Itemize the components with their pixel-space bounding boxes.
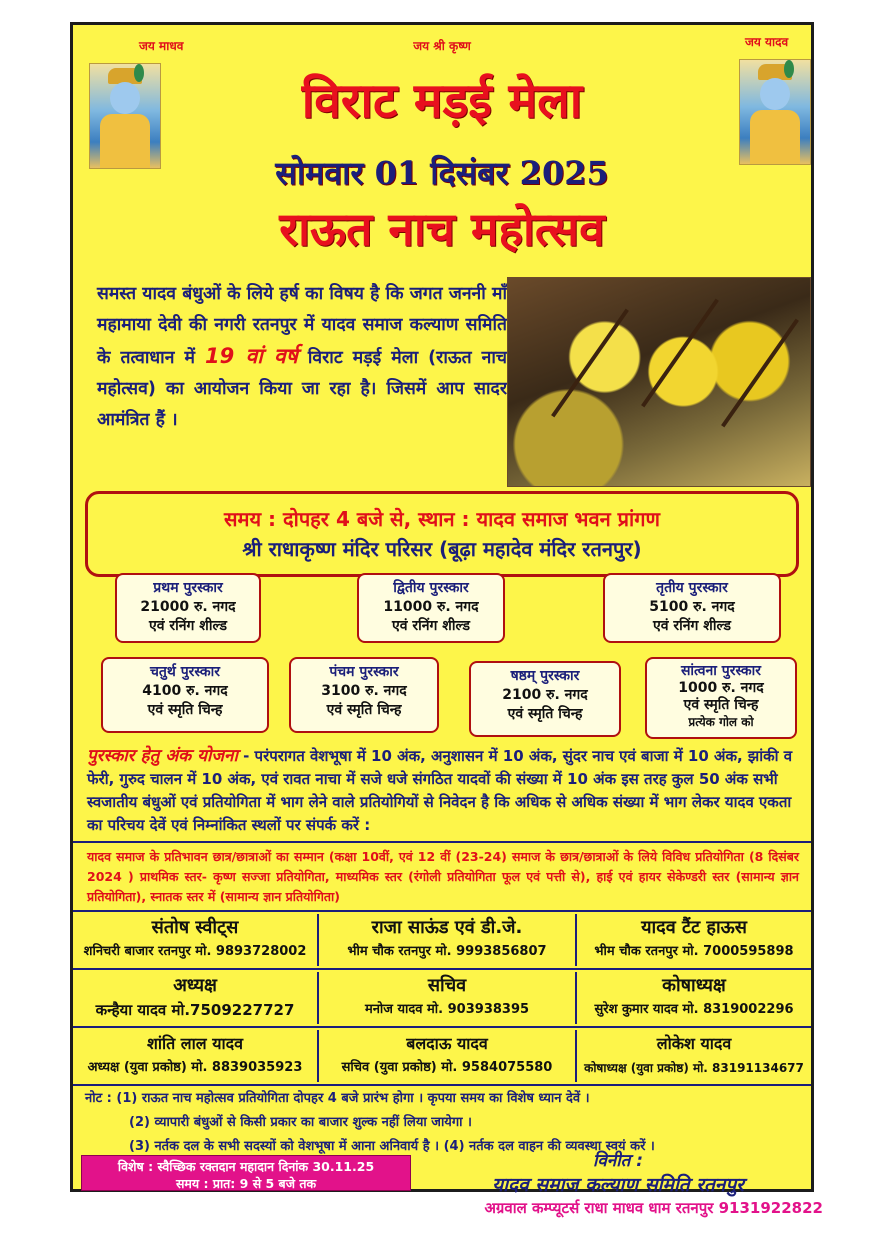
prize-consolation xyxy=(645,657,797,739)
printer-credit: अग्रवाल कम्प्यूटर्स राधा माधव धाम रतनपुर 9131922822 xyxy=(484,1199,823,1217)
prize-first xyxy=(115,573,261,643)
grid-line xyxy=(73,1026,811,1028)
intro-paragraph xyxy=(97,279,507,436)
note-2: (2) व्यापारी बंधुओं से किसी प्रकार का बाजार शुल्क नहीं लिया जायेगा । xyxy=(129,1115,472,1130)
vinit-label: विनीत : xyxy=(592,1151,644,1171)
prize-sixth xyxy=(469,661,621,737)
prize-title: प्रथम पुरस्कार xyxy=(153,580,223,596)
note-1: नोट : (1) राऊत नाच महोत्सव प्रतियोगिता दोपहर 4 बजे प्रारंभ होगा । कृपया समय का विशेष ध्यान देवें । xyxy=(85,1091,590,1106)
contact-cell xyxy=(73,1030,319,1082)
prize-extra: एवं रनिंग शील्ड xyxy=(653,618,731,634)
event-date: सोमवार 01 दिसंबर 2025 xyxy=(275,154,609,192)
prize-title: द्वितीय पुरस्कार xyxy=(393,580,469,596)
contact-head: यादव टैंट हाऊस xyxy=(641,917,747,938)
contact-head: शांति लाल यादव xyxy=(146,1034,244,1053)
poster xyxy=(70,22,814,1196)
contact-sub: मनोज यादव मो. 903938395 xyxy=(364,1002,530,1017)
contact-cell xyxy=(319,972,577,1024)
prize-extra: एवं स्मृति चिन्ह xyxy=(683,697,759,713)
vinit-block xyxy=(423,1149,813,1197)
honor-notice: यादव समाज के प्रतिभावन छात्र/छात्राओं का सम्मान (कक्षा 10वीं, एवं 12 वीं (23-24) समाज के छात्र/छात्राओं के लिये विविध प्रतियोगिता (8 दिसंबर 2024 ) प्राथमिक स्तर- कृष्ण सज्जा प्रतियोगिता, माध्यमिक स्तर (रंगोली प्रतियोगिता फूल एवं पत्ती से), हाई एवं हायर सेकेण्डरी स्तर (सामान्य ज्ञान प्रतियोगिता), स्नातक स्तर में (सामान्य ज्ञान प्रतियोगिता) xyxy=(87,849,799,904)
contact-sub: कन्हैया यादव मो.7509227727 xyxy=(95,1001,295,1019)
prize-amount: 1000 रु. नगद xyxy=(678,680,764,696)
scheme-text: - परंपरागत वेशभूषा में 10 अंक, अनुशासन में 10 अंक, सुंदर नाच एवं बाजा में 10 अंक, झांकी व फेरी, गुरुद चालन में 10 अंक, एवं रावत नाचा में सजे धजे संगठित यादवों की संख्या में 10 अंक इस तरह कुल 50 अंक सभी स्वजातीय बंधुओं एवं प्रतियोगिता में भाग लेने वाले प्रतियोगियों से निवेदन है कि अधिक से अधिक संख्या में भाग लेकर यादव एकता का परिचय देवें एवं निम्नांकित स्थलों पर संपर्क करें : xyxy=(87,747,793,834)
venue-line1: समय : दोपहर 4 बजे से, स्थान : यादव समाज भवन प्रांगण xyxy=(224,507,660,531)
special-line1: विशेष : स्वैच्छिक रक्तदान महादान दिनांक 30.11.25 xyxy=(117,1159,375,1174)
prize-title: सांत्वना पुरस्कार xyxy=(680,663,762,679)
prize-amount: 11000 रु. नगद xyxy=(383,599,479,615)
prize-third xyxy=(603,573,781,643)
venue-line2: श्री राधाकृष्ण मंदिर परिसर (बूढ़ा महादेव मंदिर रतनपुर) xyxy=(242,537,642,561)
prize-amount: 2100 रु. नगद xyxy=(502,687,588,703)
contact-cell xyxy=(577,972,811,1024)
contact-sub: सुरेश कुमार यादव मो. 8319002296 xyxy=(594,1002,794,1017)
prize-extra: एवं रनिंग शील्ड xyxy=(149,618,227,634)
contact-head: कोषाध्यक्ष xyxy=(662,975,726,996)
contact-cell xyxy=(319,1030,577,1082)
contact-head: राजा साऊंड एवं डी.जे. xyxy=(371,917,523,938)
prize-fifth xyxy=(289,657,439,733)
contact-cell xyxy=(73,972,319,1024)
jay-yadav-text: जय यादव xyxy=(745,35,789,49)
jay-madhav-text: जय माधव xyxy=(139,39,184,53)
jay-shri-krishna-text: जय श्री कृष्ण xyxy=(413,39,471,53)
contact-head: संतोष स्वीट्स xyxy=(151,917,239,938)
blood-donation-badge xyxy=(81,1155,411,1191)
prize-extra: एवं स्मृति चिन्ह xyxy=(326,702,402,718)
poster-title: विराट मड़ई मेला xyxy=(301,73,583,129)
prize-amount: 3100 रु. नगद xyxy=(321,683,407,699)
scheme-lead: पुरस्कार हेतु अंक योजना xyxy=(87,746,238,766)
prize-amount: 5100 रु. नगद xyxy=(649,599,735,615)
special-line2: समय : प्रात: 9 से 5 बजे तक xyxy=(175,1176,317,1191)
intro-part2: विराट मड़ई मेला (राऊत नाच महोत्सव) का आयोजन किया जा रहा है। जिसमें आप सादर आमंत्रित हैं । xyxy=(97,348,508,430)
grid-line xyxy=(73,1084,811,1086)
contact-head: बलदाऊ यादव xyxy=(406,1034,488,1053)
prize-note: प्रत्येक गोल को xyxy=(688,715,754,729)
intro-year: 19 वां वर्ष xyxy=(205,344,298,368)
note-3: (3) नर्तक दल के सभी सदस्यों को वेशभूषा में आना अनिवार्य है । (4) नर्तक दल वाहन की व्यवस्था स्वयं करें । xyxy=(129,1139,655,1154)
contact-head: अध्यक्ष xyxy=(173,975,217,996)
contact-sub: अध्यक्ष (युवा प्रकोष्ठ) मो. 8839035923 xyxy=(87,1060,303,1075)
prize-extra: एवं स्मृति चिन्ह xyxy=(507,706,583,722)
prize-title: तृतीय पुरस्कार xyxy=(656,580,728,596)
vinit-org: यादव समाज कल्याण समिति रतनपुर xyxy=(492,1174,744,1196)
contact-head: सचिव xyxy=(427,975,467,996)
prize-title: चतुर्थ पुरस्कार xyxy=(150,664,220,680)
grid-line xyxy=(73,968,811,970)
divider xyxy=(73,841,811,843)
contact-cell xyxy=(319,914,577,966)
contact-sub: भीम चौक रतनपुर मो. 7000595898 xyxy=(594,944,794,959)
prize-title: षष्ठम् पुरस्कार xyxy=(510,668,580,684)
raut-nach-dancers-photo xyxy=(507,277,811,487)
prize-extra: एवं रनिंग शील्ड xyxy=(392,618,470,634)
prize-title: पंचम पुरस्कार xyxy=(329,664,399,680)
intro-part1: समस्त यादव बंधुओं के लिये हर्ष का विषय है कि जगत जननी माँ महामाया देवी की नगरी रतनपुर में यादव समाज कल्याण समिति के तत्वाधान में xyxy=(97,284,507,368)
points-scheme xyxy=(87,745,799,837)
contact-cell xyxy=(577,914,811,966)
prize-amount: 21000 रु. नगद xyxy=(140,599,236,615)
contact-sub: कोषाध्यक्ष (युवा प्रकोष्ठ) मो. 83191134677 xyxy=(584,1061,804,1075)
prize-amount: 4100 रु. नगद xyxy=(142,683,228,699)
event-subtitle: राऊत नाच महोत्सव xyxy=(279,202,605,256)
contact-cell xyxy=(577,1030,811,1082)
prize-extra: एवं स्मृति चिन्ह xyxy=(147,702,223,718)
venue-box xyxy=(85,491,799,577)
contact-sub: शनिचरी बाजार रतनपुर मो. 9893728002 xyxy=(83,944,307,959)
prize-fourth xyxy=(101,657,269,733)
contact-cell xyxy=(73,914,319,966)
contact-sub: भीम चौक रतनपुर मो. 9993856807 xyxy=(347,944,547,959)
contact-sub: सचिव (युवा प्रकोष्ठ) मो. 9584075580 xyxy=(341,1060,553,1075)
prize-second xyxy=(357,573,505,643)
contact-head: लोकेश यादव xyxy=(656,1034,732,1053)
grid-line xyxy=(73,910,811,912)
